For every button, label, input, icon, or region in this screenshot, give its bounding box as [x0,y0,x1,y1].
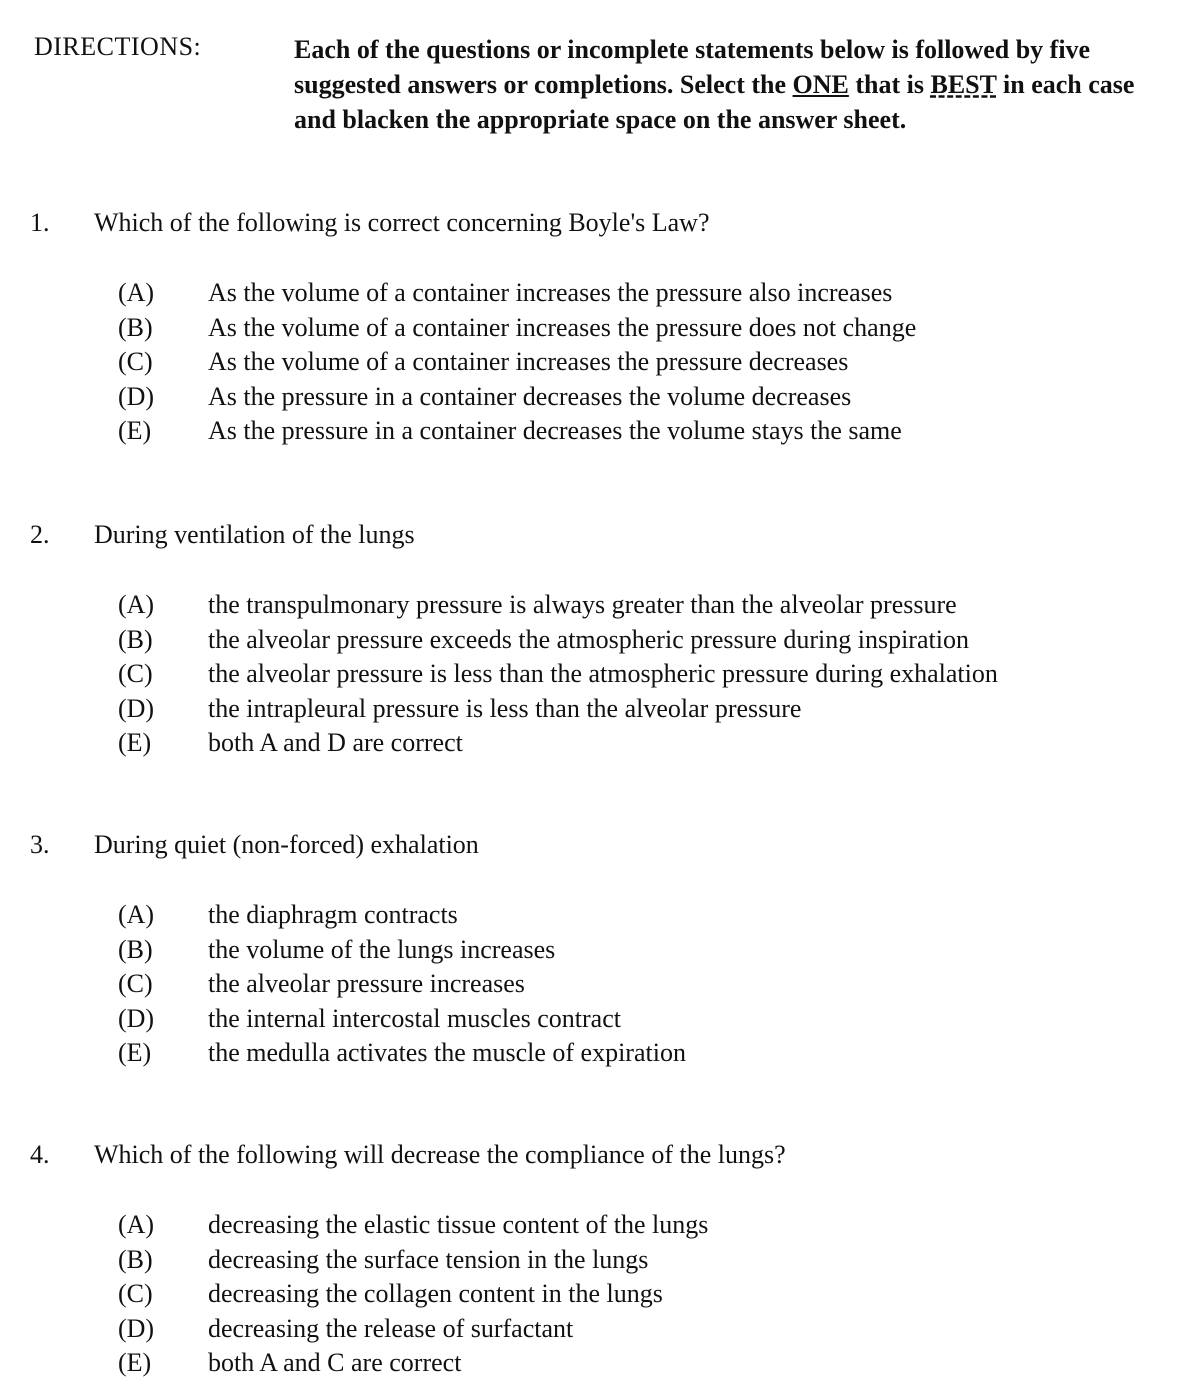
directions-emphasis-best: BEST [930,70,997,99]
option-text: decreasing the release of surfactant [208,1313,574,1343]
option-text: the volume of the lungs increases [208,934,556,964]
question-number: 2. [30,520,50,549]
option-text: the transpulmonary pressure is always greater than the alveolar pressure [208,590,957,619]
option-letter: (A) [118,900,155,929]
option-letter: (E) [118,728,152,757]
option-letter: (D) [118,1003,155,1033]
option-letter: (C) [118,347,153,376]
option-letter: (B) [118,1244,153,1274]
directions-label: DIRECTIONS: [34,32,202,61]
option-text: As the volume of a container increases the pressure also increases [208,278,893,307]
directions-emphasis-one: ONE [792,70,849,99]
option-letter: (E) [118,1038,152,1067]
option-letter: (C) [118,969,153,998]
option-text: the internal intercostal muscles contract [208,1003,621,1033]
option-letter: (B) [118,934,153,964]
question-number: 3. [30,830,50,859]
directions-text-part-2: that is [848,70,931,99]
option-letter: (E) [118,416,152,445]
option-letter: (D) [118,1313,155,1343]
option-text: the alveolar pressure exceeds the atmospheric pressure during inspiration [208,624,969,654]
option-letter: (C) [118,1279,153,1308]
option-letter: (D) [118,693,155,723]
option-letter: (A) [118,278,155,307]
option-text: both A and C are correct [208,1348,462,1377]
option-letter: (E) [118,1348,152,1377]
question-number: 4. [30,1140,50,1169]
option-text: the alveolar pressure is less than the atmospheric pressure during exhalation [208,659,998,688]
option-text: both A and D are correct [208,728,463,757]
option-text: the diaphragm contracts [208,900,458,929]
option-text: As the volume of a container increases the pressure does not change [208,312,917,342]
question-stem: During quiet (non-forced) exhalation [94,830,479,859]
question-number: 1. [30,208,50,237]
option-text: the intrapleural pressure is less than the alveolar pressure [208,693,802,723]
question-stem: During ventilation of the lungs [94,520,415,549]
option-text: the medulla activates the muscle of expiration [208,1038,686,1067]
option-text: the alveolar pressure increases [208,969,525,998]
option-letter: (B) [118,624,153,654]
option-text: decreasing the elastic tissue content of the lungs [208,1210,709,1239]
directions-text-part-1: Each of the questions or incomplete statements below is followed by five suggested answers or completions. Select the [294,35,1091,99]
directions-text-part-3: in each case and blacken the appropriate space on the answer sheet. [294,70,1135,134]
question-stem: Which of the following is correct concerning Boyle's Law? [94,208,710,237]
option-text: As the pressure in a container decreases the volume decreases [208,381,852,411]
directions-text [294,32,1174,137]
option-letter: (A) [118,1210,155,1239]
question-stem: Which of the following will decrease the compliance of the lungs? [94,1140,786,1169]
option-text: decreasing the collagen content in the lungs [208,1279,663,1308]
option-text: As the pressure in a container decreases the volume stays the same [208,416,902,445]
option-letter: (C) [118,659,153,688]
option-text: decreasing the surface tension in the lungs [208,1244,649,1274]
option-text: As the volume of a container increases the pressure decreases [208,347,849,376]
option-letter: (D) [118,381,155,411]
option-letter: (A) [118,590,155,619]
option-letter: (B) [118,312,153,342]
